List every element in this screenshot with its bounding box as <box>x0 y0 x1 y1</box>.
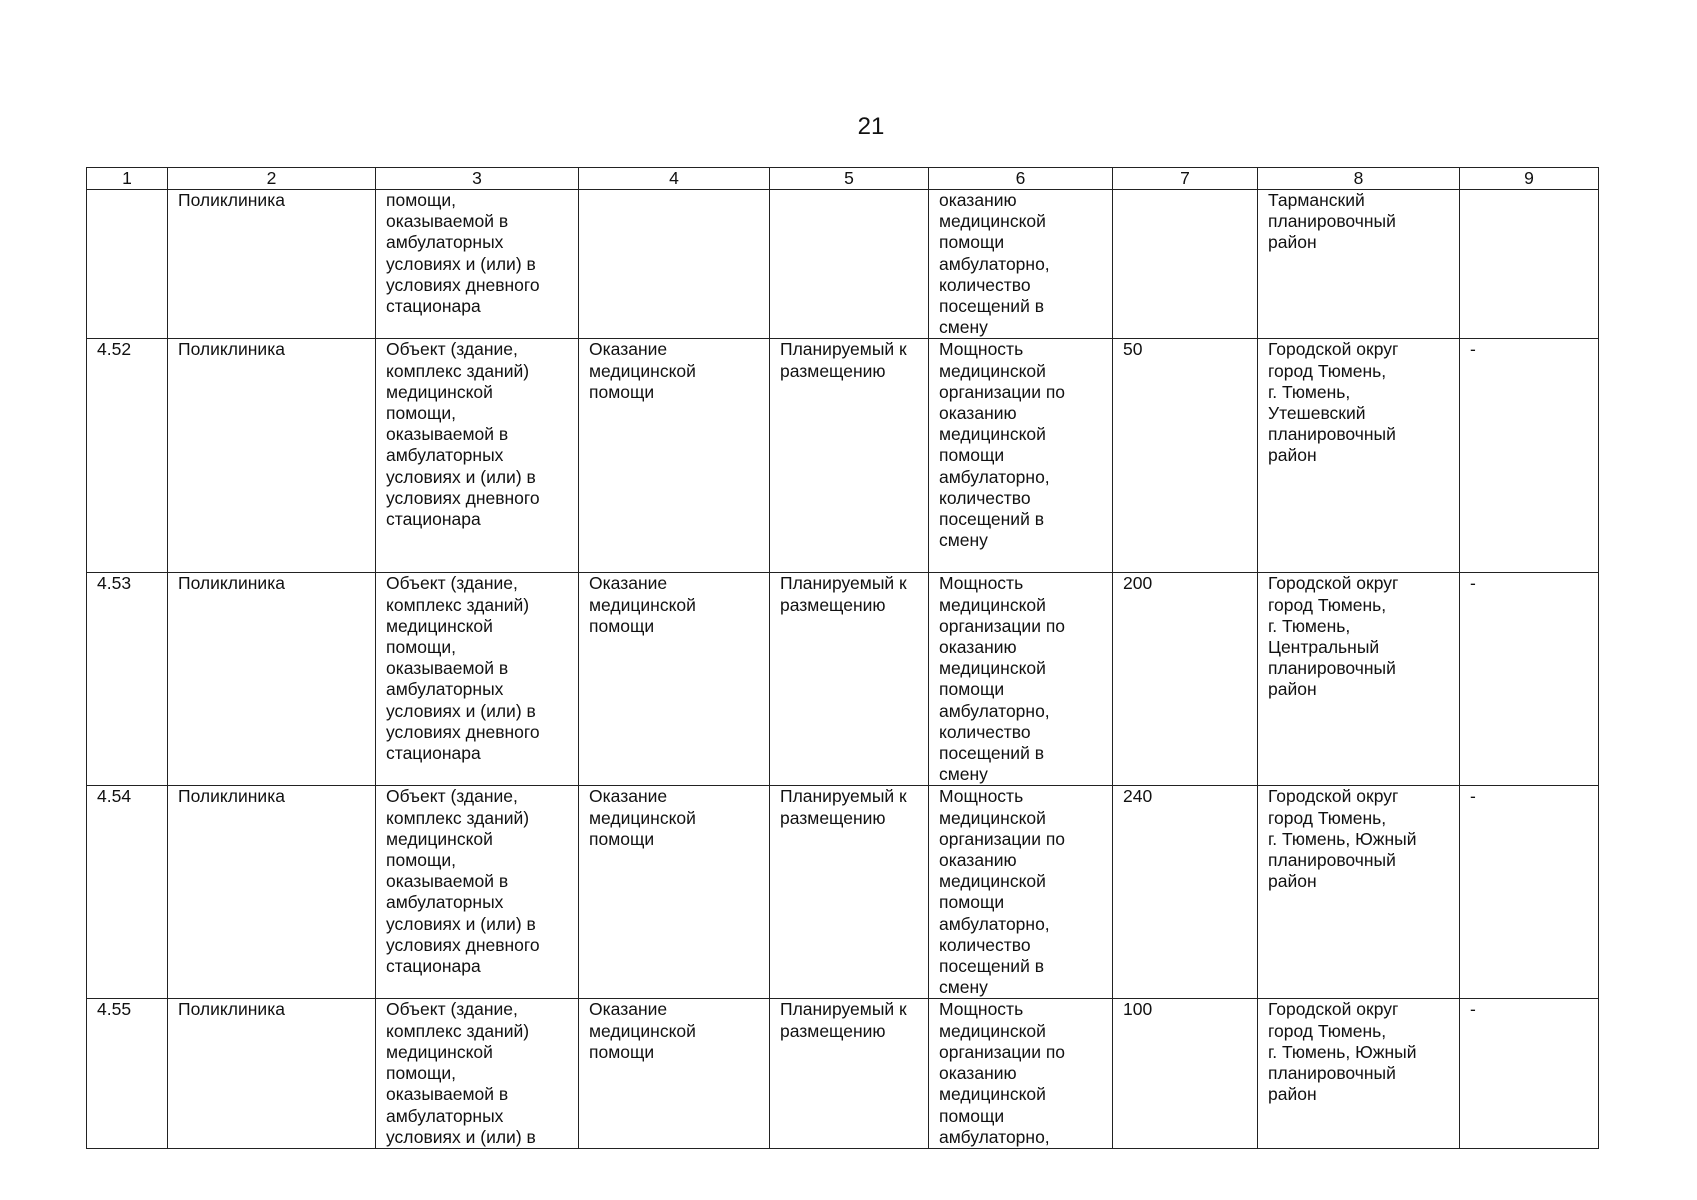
table-cell: 4.53 <box>87 573 168 786</box>
table-cell: - <box>1460 999 1599 1148</box>
column-header: 1 <box>87 168 168 190</box>
table-cell: 200 <box>1113 573 1258 786</box>
table-cell: Мощность медицинской организации по оказанию медицинской помощи амбулаторно, количество посещений в смену <box>929 786 1113 999</box>
column-header: 2 <box>168 168 376 190</box>
table-header-row <box>87 168 1599 190</box>
table-cell: Поликлиника <box>168 573 376 786</box>
table-cell: помощи, оказываемой в амбулаторных условиях и (или) в условиях дневного стационара <box>376 190 579 339</box>
table-cell: Оказание медицинской помощи <box>579 999 770 1148</box>
column-header: 9 <box>1460 168 1599 190</box>
table-cell: Оказание медицинской помощи <box>579 339 770 573</box>
table-row <box>87 339 1599 573</box>
column-header: 6 <box>929 168 1113 190</box>
table-cell <box>770 190 929 339</box>
table-cell: Планируемый к размещению <box>770 999 929 1148</box>
table-cell: Поликлиника <box>168 190 376 339</box>
table-cell: Городской округ город Тюмень, г. Тюмень, Южный планировочный район <box>1258 786 1460 999</box>
table-cell: - <box>1460 339 1599 573</box>
table-cell: 100 <box>1113 999 1258 1148</box>
table-cell: Оказание медицинской помощи <box>579 573 770 786</box>
table-cell: Городской округ город Тюмень, г. Тюмень, Центральный планировочный район <box>1258 573 1460 786</box>
column-header: 4 <box>579 168 770 190</box>
table-row <box>87 786 1599 999</box>
table-cell: Объект (здание, комплекс зданий) медицинской помощи, оказываемой в амбулаторных условиях и (или) в условиях дневного стационара <box>376 786 579 999</box>
table-cell: 240 <box>1113 786 1258 999</box>
table-cell: Мощность медицинской организации по оказанию медицинской помощи амбулаторно, количество посещений в смену <box>929 339 1113 573</box>
table-cell <box>1113 190 1258 339</box>
table-cell: Городской округ город Тюмень, г. Тюмень, Южный планировочный район <box>1258 999 1460 1148</box>
table-cell: Поликлиника <box>168 339 376 573</box>
column-header: 7 <box>1113 168 1258 190</box>
column-header: 8 <box>1258 168 1460 190</box>
table-cell: Планируемый к размещению <box>770 339 929 573</box>
table-cell <box>87 190 168 339</box>
table-cell: Поликлиника <box>168 999 376 1148</box>
table-cell: оказанию медицинской помощи амбулаторно, количество посещений в смену <box>929 190 1113 339</box>
table-row <box>87 190 1599 339</box>
column-header: 3 <box>376 168 579 190</box>
table-cell: Планируемый к размещению <box>770 786 929 999</box>
table-cell: Объект (здание, комплекс зданий) медицинской помощи, оказываемой в амбулаторных условиях и (или) в <box>376 999 579 1148</box>
table-cell: Тарманский планировочный район <box>1258 190 1460 339</box>
table-row <box>87 999 1599 1148</box>
table-cell: Объект (здание, комплекс зданий) медицинской помощи, оказываемой в амбулаторных условиях и (или) в условиях дневного стационара <box>376 573 579 786</box>
column-header: 5 <box>770 168 929 190</box>
table-cell <box>579 190 770 339</box>
table-cell: - <box>1460 573 1599 786</box>
table-row <box>87 573 1599 786</box>
table-cell: Оказание медицинской помощи <box>579 786 770 999</box>
table-cell <box>1460 190 1599 339</box>
page-number: 21 <box>857 113 885 140</box>
table-cell: Поликлиника <box>168 786 376 999</box>
table-cell: Мощность медицинской организации по оказанию медицинской помощи амбулаторно, <box>929 999 1113 1148</box>
table-cell: 4.54 <box>87 786 168 999</box>
table-cell: 4.52 <box>87 339 168 573</box>
table-cell: - <box>1460 786 1599 999</box>
table-cell: Городской округ город Тюмень, г. Тюмень, Утешевский планировочный район <box>1258 339 1460 573</box>
data-table <box>86 167 1599 1149</box>
table-cell: Мощность медицинской организации по оказанию медицинской помощи амбулаторно, количество посещений в смену <box>929 573 1113 786</box>
table-cell: 4.55 <box>87 999 168 1148</box>
table-cell: Объект (здание, комплекс зданий) медицинской помощи, оказываемой в амбулаторных условиях и (или) в условиях дневного стационара <box>376 339 579 573</box>
table-cell: Планируемый к размещению <box>770 573 929 786</box>
table-cell: 50 <box>1113 339 1258 573</box>
